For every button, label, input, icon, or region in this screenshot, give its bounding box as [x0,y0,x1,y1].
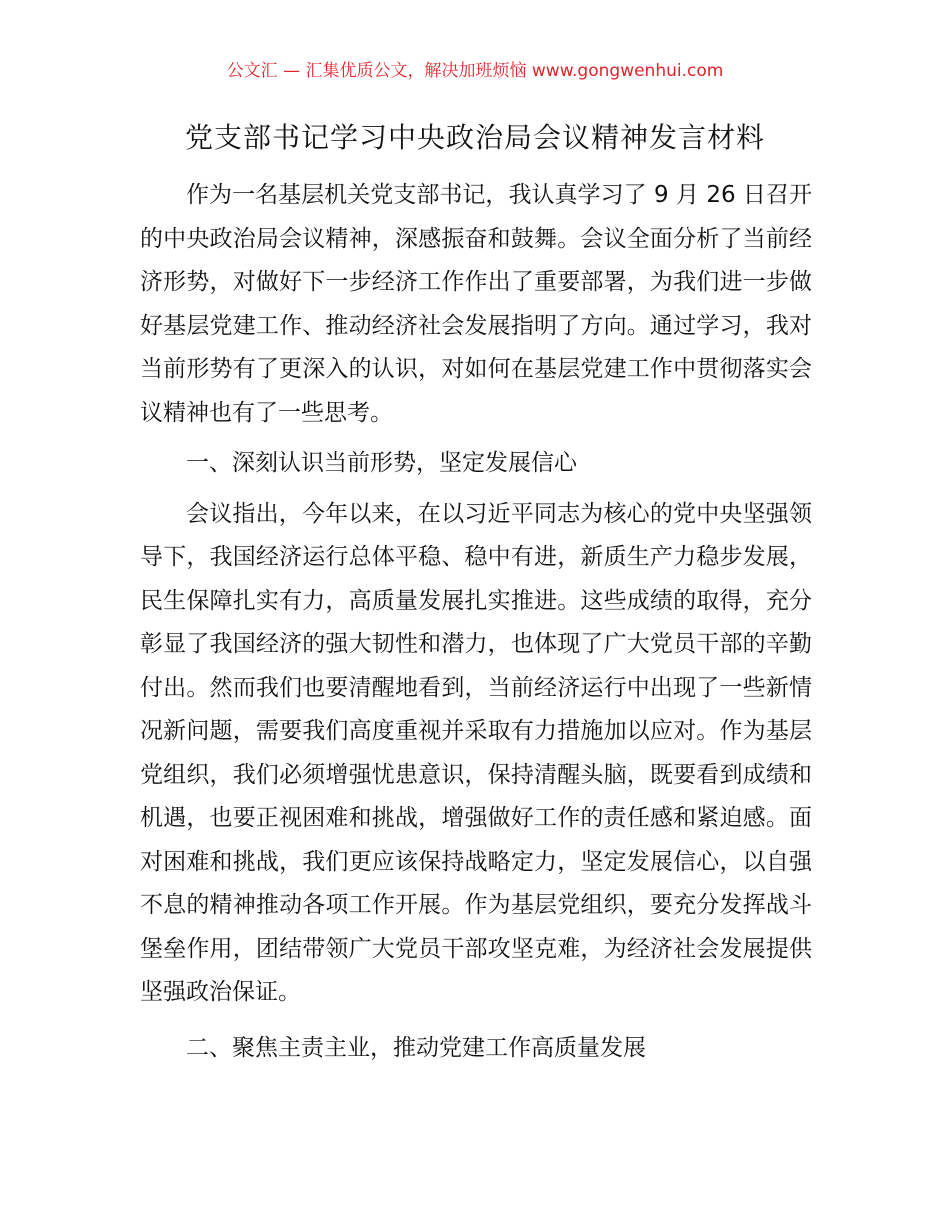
header-banner: 公文汇 — 汇集优质公文，解决加班烦恼 www.gongwenhui.com [226,61,724,81]
intro-paragraph: 作为一名基层机关党支部书记，我认真学习了 9 月 26 日召开的中央政治局会议精神，深感振奋和鼓舞。会议全面分析了当前经济形势，对做好下一步经济工作作出了重要部署，为我们进一步做好基层党建工作、推动经济社会发展指明了方向。通过学习，我对当前形势有了更深入的认识，对如何在基层党建工作中贯彻落实会议精神也有了一些思考。 [140,182,812,426]
section-1-paragraph: 会议指出，今年以来，在以习近平同志为核心的党中央坚强领导下，我国经济运行总体平稳、稳中有进，新质生产力稳步发展，民生保障扎实有力，高质量发展扎实推进。这些成绩的取得，充分彰显了我国经济的强大韧性和潜力，也体现了广大党员干部的辛勤付出。然而我们也要清醒地看到，当前经济运行中出现了一些新情况新问题，需要我们高度重视并采取有力措施加以应对。作为基层党组织，我们必须增强忧患意识，保持清醒头脑，既要看到成绩和机遇，也要正视困难和挑战，增强做好工作的责任感和紧迫感。面对困难和挑战，我们更应该保持战略定力，坚定发展信心，以自强不息的精神推动各项工作开展。作为基层党组织，要充分发挥战斗堡垒作用，团结带领广大党员干部攻坚克难，为经济社会发展提供坚强政治保证。 [140,500,812,1005]
spacer [140,1015,812,1027]
spacer [140,435,812,442]
document-body [140,174,812,1070]
section-heading-2: 二、聚焦主责主业，推动党建工作高质量发展 [186,1034,646,1061]
section-heading-1: 一、深刻认识当前形势，坚定发展信心 [186,450,577,476]
spacer [140,486,812,493]
document-title: 党支部书记学习中央政治局会议精神发言材料 [184,121,765,154]
